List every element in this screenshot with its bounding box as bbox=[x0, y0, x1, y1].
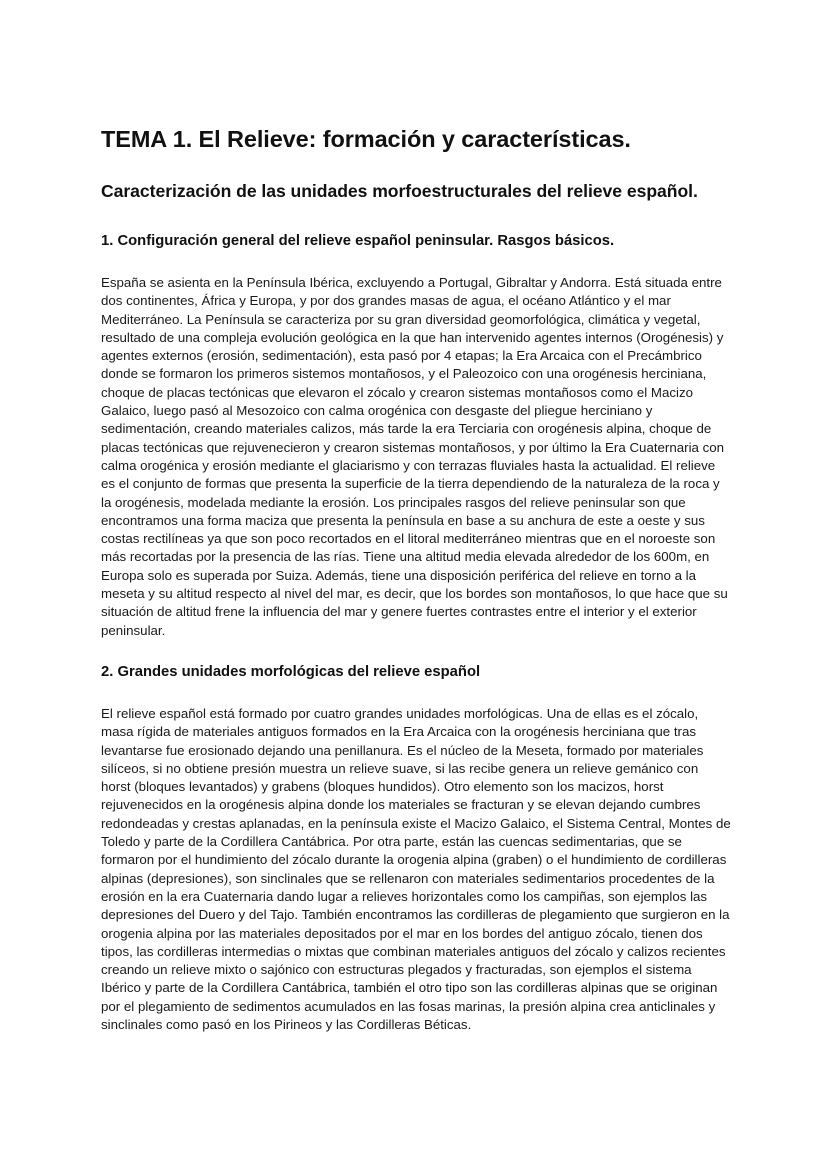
section-heading-2: 2. Grandes unidades morfológicas del relieve español bbox=[101, 663, 481, 680]
document-title: TEMA 1. El Relieve: formación y características. bbox=[101, 126, 631, 152]
document-content bbox=[101, 124, 731, 1034]
section-heading-1: 1. Configuración general del relieve español peninsular. Rasgos básicos. bbox=[101, 233, 615, 249]
document-subtitle: Caracterización de las unidades morfoestructurales del relieve español. bbox=[101, 181, 698, 201]
section-body-2: El relieve español está formado por cuatro grandes unidades morfológicas. Una de ellas es el zócalo, masa rígida de materiales antiguos formados en la Era Arcaica con la orogénesis herciniana que tras levantarse fue erosionado dejando una penillanura. Es el núcleo de la Meseta, formado por materiales silíceos, si no obtiene presión muestra un relieve suave, si las recibe genera un relieve gemánico con horst (bloques levantados) y grabens (bloques hundidos). Otro elemento son los macizos, horst rejuvenecidos en la orogénesis alpina donde los materiales se fracturan y se elevan dejando cumbres redondeadas y crestas aplanadas, en la península existe el Macizo Galaico, el Sistema Central, Montes de Toledo y parte de la Cordillera Cantábrica. Por otra parte, están las cuencas sedimentarias, que se formaron por el hundimiento del zócalo durante la orogenia alpina (graben) o el hundimiento de cordilleras alpinas (depresiones), son sinclinales que se rellenaron con materiales sedimentarios procedentes de la erosión en la era Cuaternaria dando lugar a relieves horizontales como los campiñas, son ejemplos las depresiones del Duero y del Tajo. También encontramos las cordilleras de plegamiento que surgieron en la orogenia alpina por las materiales depositados por el mar en los bordes del antiguo zócalo, tienen dos tipos, las cordilleras intermedias o mixtas que combinan materiales antiguos del zócalo y calizos recientes creando un relieve mixto o sajónico con estructuras plegados y fracturadas, son ejemplos el sistema Ibérico y parte de la Cordillera Cantábrica, también el otro tipo son las cordilleras alpinas que se originan por el plegamiento de sedimentos acumulados en las fosas marinas, la presión alpina crea anticlinales y sinclinales como pasó en los Pirineos y las Cordilleras Béticas. bbox=[101, 705, 731, 1032]
section-body-1: España se asienta en la Península Ibérica, excluyendo a Portugal, Gibraltar y Andorra. Está situada entre dos continentes, África y Europa, y por dos grandes masas de agua, el océano Atlántico y el mar Mediterráneo. La Península se caracteriza por su gran diversidad geomorfológica, climática y vegetal, resultado de una compleja evolución geológica en la que han intervenido agentes internos (Orogénesis) y agentes externos (erosión, sedimentación), esta pasó por 4 etapas; la Era Arcaica con el Precámbrico donde se formaron los primeros sistemos montañosos, y el Paleozoico con una orogénesis herciniana, choque de placas tectónicas que elevaron el zócalo y crearon sistemas montañosos como el Macizo Galaico, luego pasó al Mesozoico con calma orogénica con desgaste del pliegue herciniano y sedimentación, creando materiales calizos, más tarde la era Terciaria con orogénesis alpina, choque de placas tectónicas que rejuvenecieron y crearon sistemas montañosos, y por último la Era Cuaternaria con calma orogénica y erosión mediante el glaciarismo y con terrazas fluviales hasta la actualidad. El relieve es el conjunto de formas que presenta la superficie de la tierra dependiendo de la naturaleza de la roca y la orogénesis, modelada mediante la erosión. Los principales rasgos del relieve peninsular son que encontramos una forma maciza que presenta la península en base a su anchura de este a oeste y sus costas rectilíneas ya que son poco recortados en el litoral mediterráneo mientras que en el noroeste son más recortadas por la presencia de las rías. Tiene una altitud media elevada alrededor de los 600m, en Europa solo es superada por Suiza. Además, tiene una disposición periférica del relieve en torno a la meseta y su altitud respecto al nivel del mar, es decir, que los bordes son montañosos, lo que hace que su situación de altitud frene la influencia del mar y genere fuertes contrastes entre el interior y el exterior peninsular. bbox=[101, 275, 728, 638]
